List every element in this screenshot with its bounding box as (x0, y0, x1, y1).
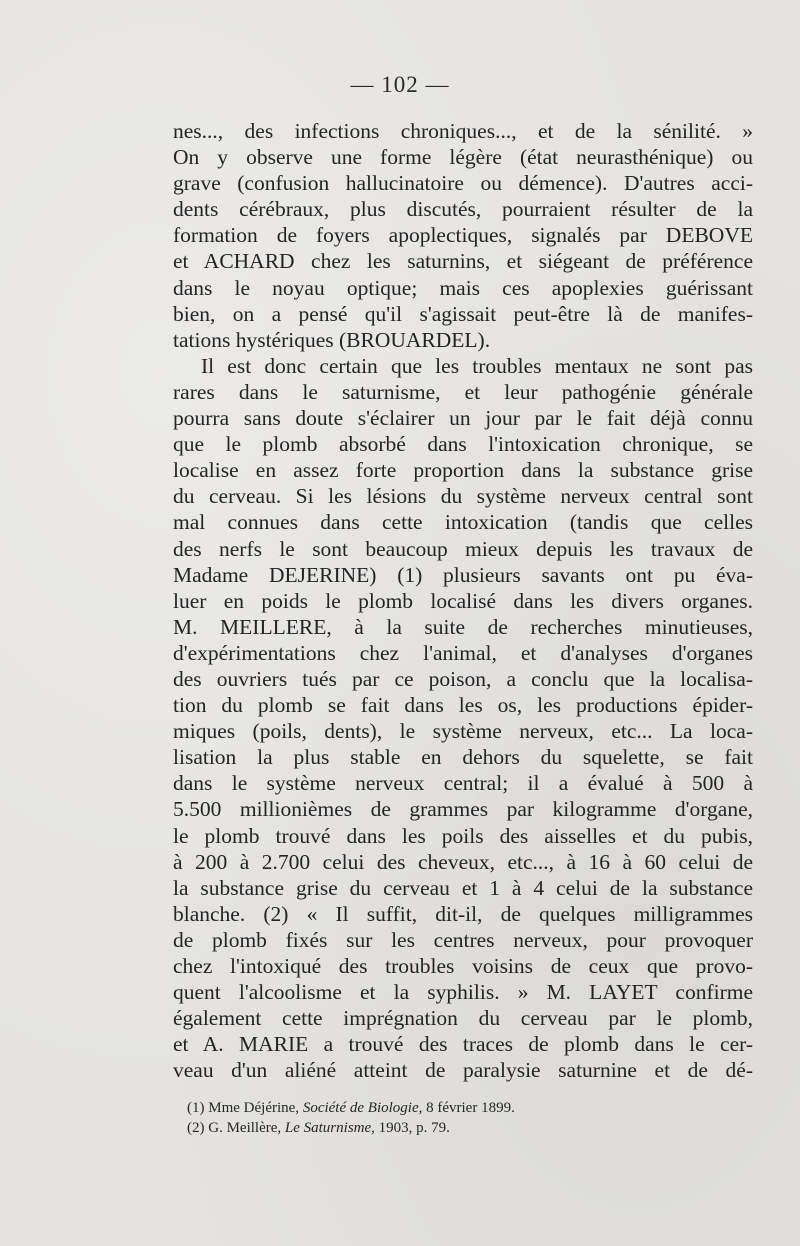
text-line: 5.500 millionièmes de grammes par kilogramme d'organe, (173, 797, 753, 822)
text-line: rares dans le saturnisme, et leur pathogénie générale (173, 379, 753, 404)
text-line: nes..., des infections chroniques..., et de la sénilité. » (173, 119, 753, 143)
text-line: la substance grise du cerveau et 1 à 4 celui de la substance (173, 875, 753, 900)
text-line: du cerveau. Si les lésions du système nerveux central sont (173, 484, 753, 509)
text-line: également cette imprégnation du cerveau par le plomb, (173, 1006, 753, 1031)
text-line: tion du plomb se fait dans les os, les productions épider- (173, 693, 753, 718)
text-line: des ouvriers tués par ce poison, a conclu que la localisa- (173, 666, 753, 691)
text-line: que le plomb absorbé dans l'intoxication chronique, se (173, 432, 753, 457)
text-line: mal connues dans cette intoxication (tandis que celles (173, 510, 753, 535)
text-line: bien, on a pensé qu'il s'agissait peut-être là de manifes- (173, 301, 753, 326)
footnote-2 (187, 1118, 707, 1138)
text-line: de plomb fixés sur les centres nerveux, pour provoquer (173, 927, 753, 952)
text-line: formation de foyers apoplectiques, signalés par DEBOVE (173, 223, 753, 248)
text-line: M. MEILLERE, à la suite de recherches minutieuses, (173, 614, 753, 639)
text-line: localise en assez forte proportion dans la substance grise (173, 458, 753, 483)
text-line: et A. MARIE a trouvé des traces de plomb dans le cer- (173, 1032, 753, 1057)
text-line: quent l'alcoolisme et la syphilis. » M. LAYET confirme (173, 980, 753, 1005)
text-line: le plomb trouvé dans les poils des aisselles et du pubis, (173, 823, 753, 848)
text-line: à 200 à 2.700 celui des cheveux, etc..., à 16 à 60 celui de (173, 849, 753, 874)
text-line: On y observe une forme légère (état neurasthénique) ou (173, 145, 753, 170)
text-line: d'expérimentations chez l'animal, et d'analyses d'organes (173, 640, 753, 665)
footnote-text: 8 février 1899. (422, 1100, 515, 1116)
footnote-marker: (1) (187, 1100, 205, 1116)
footnote-text: Mme Déjérine, (208, 1100, 303, 1116)
text-line: tations hystériques (BROUARDEL). (173, 327, 491, 352)
text-line: dans le noyau optique; mais ces apoplexies guérissant (173, 275, 753, 300)
text-line: dans le système nerveux central; il a évalué à 500 à (173, 771, 753, 796)
text-line: dents cérébraux, plus discutés, pourraient résulter de la (173, 197, 753, 222)
text-line: chez l'intoxiqué des troubles voisins de ceux que provo- (173, 954, 753, 978)
text-line: pourra sans doute s'éclairer un jour par le fait déjà connu (173, 406, 753, 431)
text-line: veau d'un aliéné atteint de paralysie saturnine et de dé- (173, 1058, 753, 1083)
page-number: — 102 — (350, 72, 450, 97)
text-line: lisation la plus stable en dehors du squelette, se fait (173, 745, 753, 770)
text-line: Madame DEJERINE) (1) plusieurs savants ont pu éva- (173, 562, 753, 587)
footnote-italic-title: Société de Biologie, (302, 1100, 423, 1116)
text-line: luer en poids le plomb localisé dans les divers organes. (173, 588, 753, 613)
text-line: blanche. (2) « Il suffit, dit-il, de quelques milligrammes (173, 901, 753, 926)
body-text (173, 118, 753, 1083)
text-line: et ACHARD chez les saturnins, et siégeant de préférence (173, 249, 753, 274)
text-line: Il est donc certain que les troubles mentaux ne sont pas (201, 353, 753, 378)
footnote-italic-title: Le Saturnisme, (284, 1120, 375, 1136)
footnote-text: G. Meillère, (208, 1120, 285, 1136)
text-line: des nerfs le sont beaucoup mieux depuis les travaux de (173, 536, 753, 561)
footnote-text: 1903, p. 79. (374, 1120, 450, 1136)
footnotes (187, 1098, 707, 1138)
text-line: grave (confusion hallucinatoire ou démence). D'autres acci- (173, 171, 753, 196)
footnote-marker: (2) (187, 1120, 205, 1136)
text-line: miques (poils, dents), le système nerveux, etc... La loca- (173, 719, 753, 744)
footnote-1 (187, 1098, 707, 1118)
